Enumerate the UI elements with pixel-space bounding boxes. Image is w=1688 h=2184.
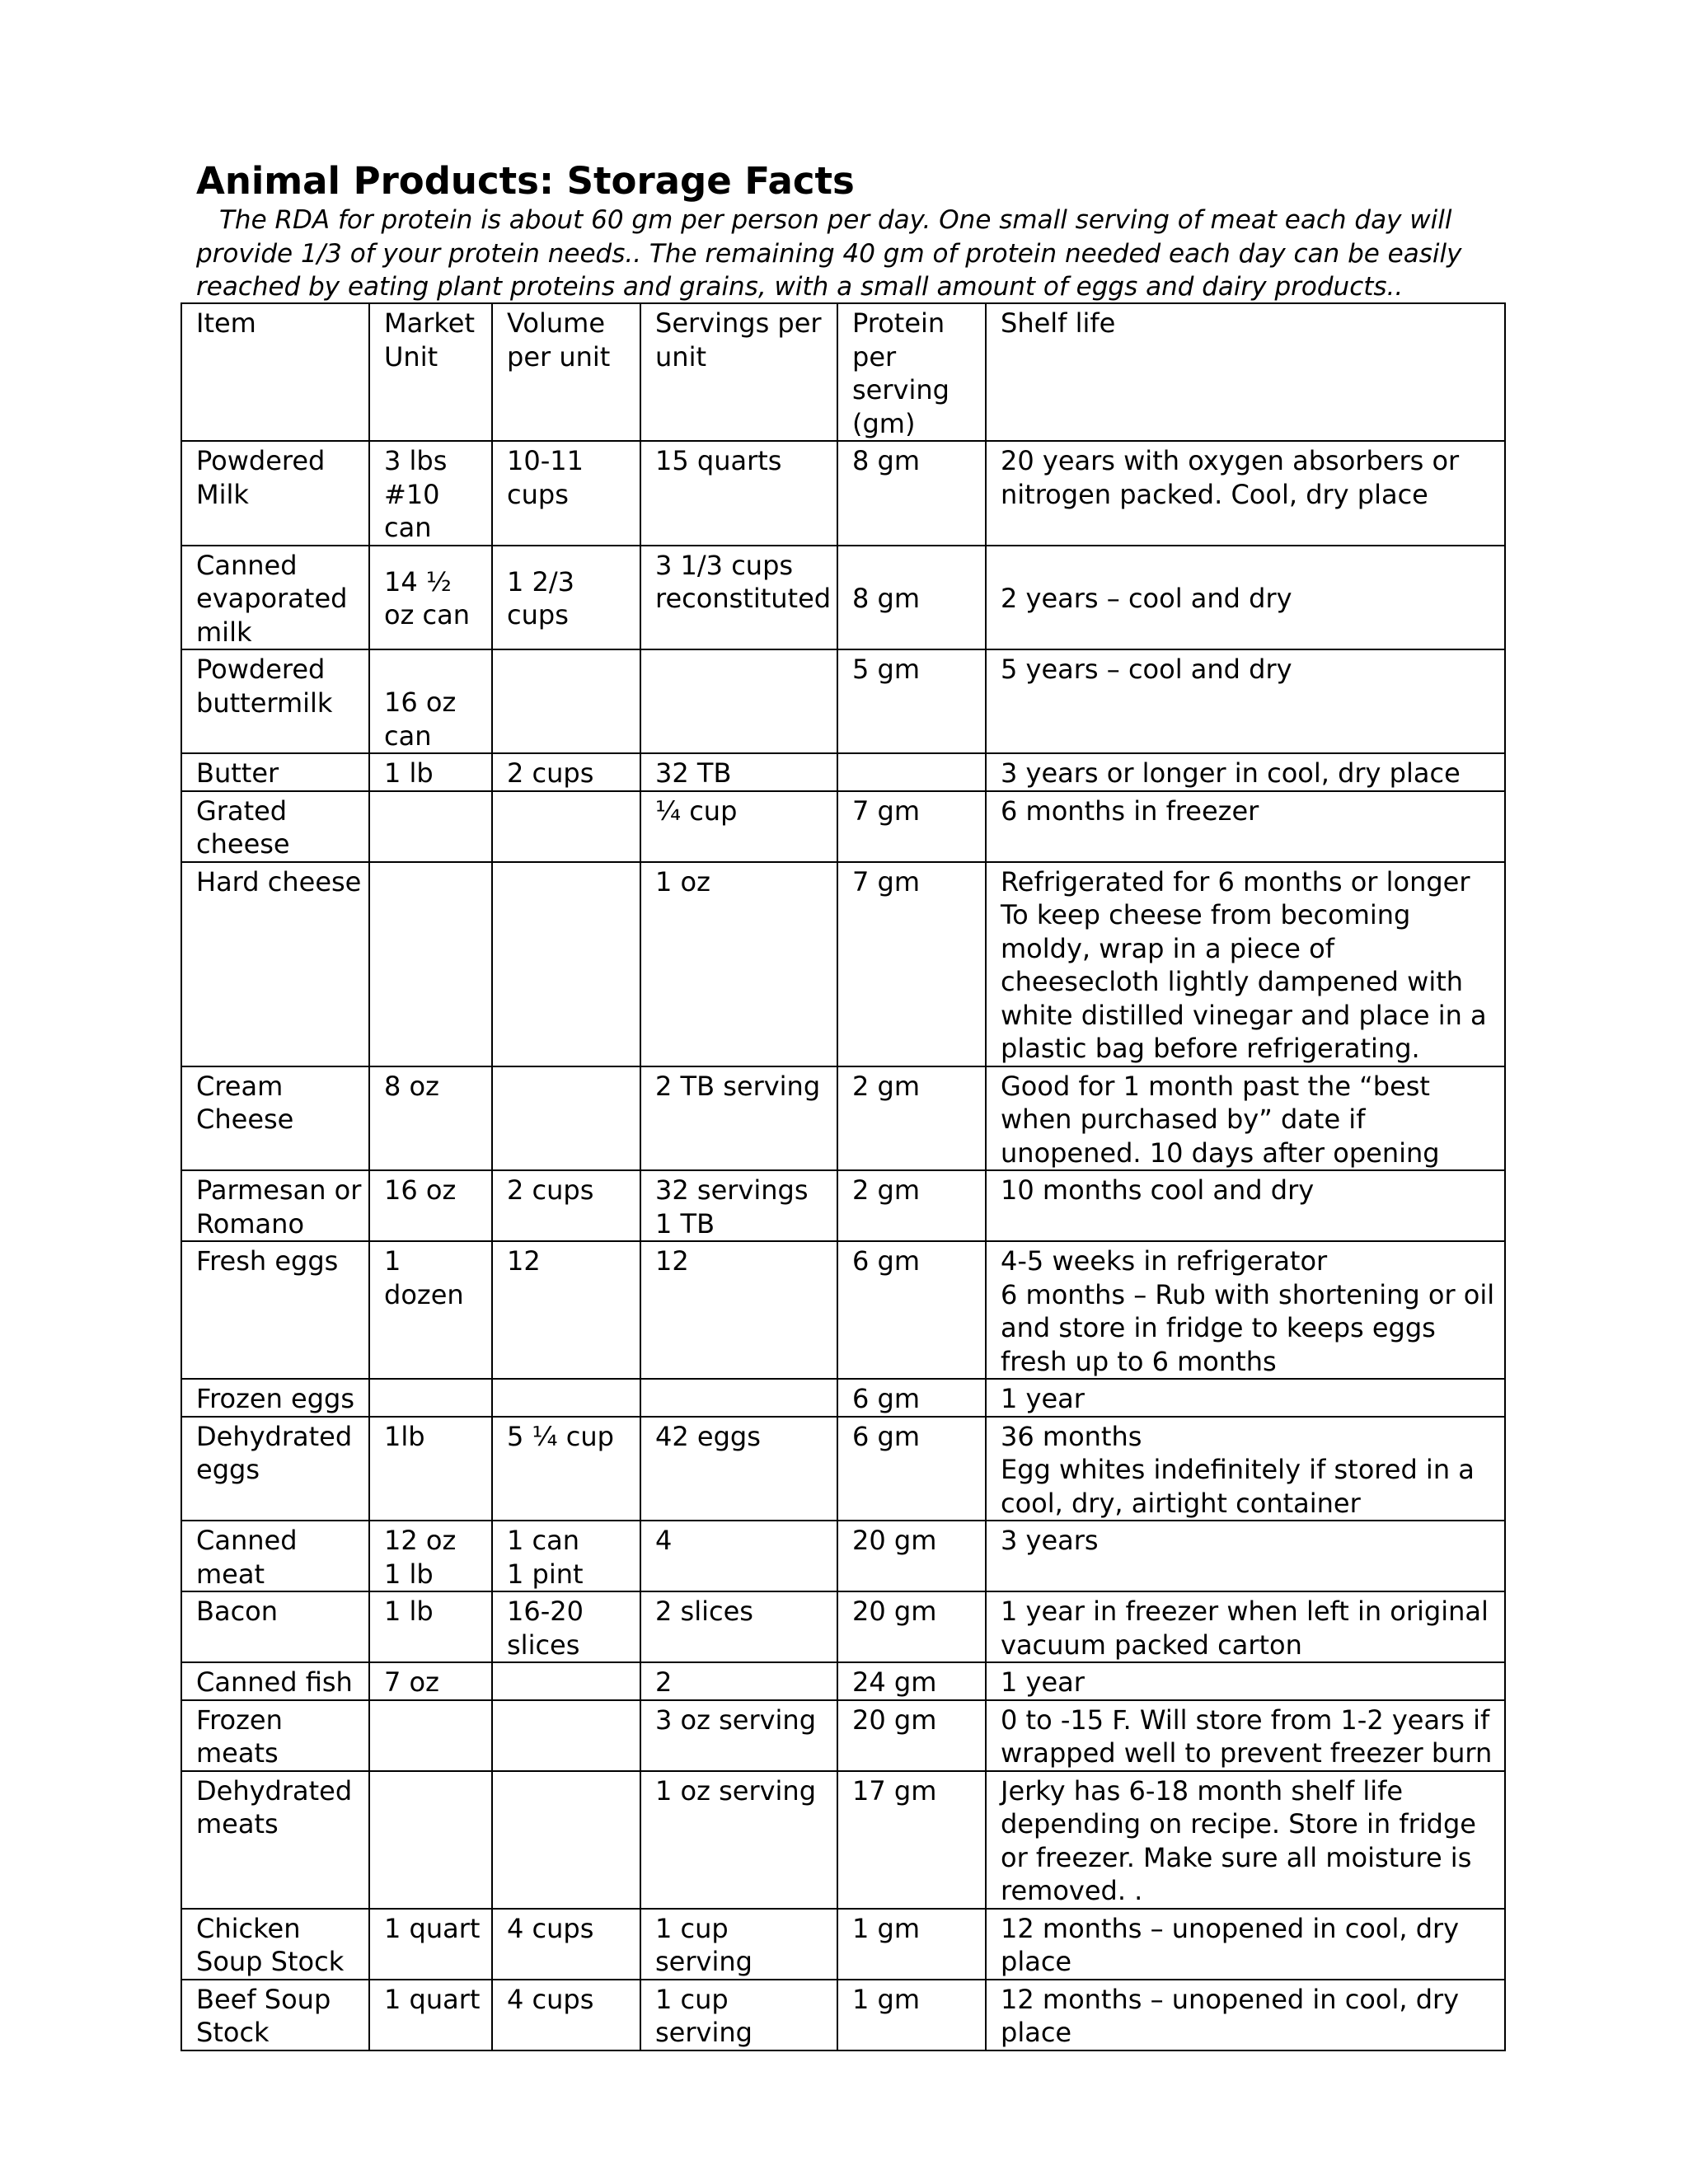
cell-market-unit [369,862,492,1066]
cell-servings: 32 servings 1 TB [640,1170,837,1241]
cell-shelf-life: 10 months cool and dry [986,1170,1505,1241]
cell-item: Powdered buttermilk [181,649,369,753]
cell-shelf-life: 1 year [986,1379,1505,1417]
market-unit-line: 12 oz [384,1525,457,1556]
cell-volume [492,1521,640,1591]
cell-servings: 1 cup serving [640,1980,837,2050]
cell-servings: 2 TB serving [640,1066,837,1171]
cell-market-unit [369,1379,492,1417]
cell-volume [492,862,640,1066]
cell-item: Dehydrated eggs [181,1417,369,1521]
cell-shelf-life: 12 months – unopened in cool, dry place [986,1980,1505,2050]
table-row [181,1241,1505,1379]
cell-volume: 4 cups [492,1980,640,2050]
cell-item: Fresh eggs [181,1241,369,1379]
cell-market-unit [369,649,492,753]
shelf-life-note: Egg whites indefinitely if stored in a cool, dry, airtight container [1001,1454,1475,1519]
cell-item: Cream Cheese [181,1066,369,1171]
table-row [181,753,1505,791]
cell-volume: 10-11 cups [492,441,640,546]
cell-servings: 4 [640,1521,837,1591]
header-item: Item [181,303,369,441]
cell-volume: 1 2/3 cups [492,546,640,650]
table-row [181,1771,1505,1909]
cell-market-unit [369,1771,492,1909]
cell-servings: 2 [640,1662,837,1700]
cell-market-unit: 1lb [369,1417,492,1521]
cell-volume: 5 ¼ cup [492,1417,640,1521]
cell-item: Beef Soup Stock [181,1980,369,2050]
cell-market-unit [369,1700,492,1771]
storage-table-container [181,302,1506,2051]
table-row [181,791,1505,862]
cell-item: Chicken Soup Stock [181,1909,369,1980]
table-row [181,1066,1505,1171]
cell-shelf-life: 0 to -15 F. Will store from 1-2 years if wrapped well to prevent freezer burn [986,1700,1505,1771]
shelf-life-line: Refrigerated for 6 months or longer [1001,865,1470,898]
cell-shelf-life: 12 months – unopened in cool, dry place [986,1909,1505,1980]
table-header-row [181,303,1505,441]
cell-item: Canned fish [181,1662,369,1700]
cell-protein: 6 gm [837,1379,986,1417]
volume-line-2: 1 pint [507,1558,584,1590]
cell-protein: 5 gm [837,649,986,753]
cell-item: Canned evaporated milk [181,546,369,650]
cell-protein: 2 gm [837,1066,986,1171]
cell-market-unit: 1 quart [369,1980,492,2050]
cell-protein [837,753,986,791]
cell-volume [492,1700,640,1771]
cell-servings: 42 eggs [640,1417,837,1521]
table-row [181,649,1505,753]
cell-volume: 16-20 slices [492,1591,640,1662]
cell-volume [492,1066,640,1171]
cell-protein: 6 gm [837,1417,986,1521]
table-row [181,1980,1505,2050]
cell-servings: 1 cup serving [640,1909,837,1980]
cell-market-unit: 3 lbs #10 can [369,441,492,546]
cell-servings [640,649,837,753]
cell-servings [640,1379,837,1417]
cell-protein: 2 gm [837,1170,986,1241]
cell-item: Frozen eggs [181,1379,369,1417]
header-protein-per-serving: Protein per serving (gm) [837,303,986,441]
cell-shelf-life: 2 years – cool and dry [986,546,1505,650]
cell-item: Powdered Milk [181,441,369,546]
cell-protein: 8 gm [837,441,986,546]
table-row [181,1417,1505,1521]
header-shelf-life: Shelf life [986,303,1505,441]
header-servings-per-unit: Servings per unit [640,303,837,441]
table-row [181,441,1505,546]
cell-shelf-life: 1 year in freezer when left in original vacuum packed carton [986,1591,1505,1662]
cell-protein: 20 gm [837,1700,986,1771]
cell-protein: 17 gm [837,1771,986,1909]
cell-protein: 20 gm [837,1521,986,1591]
cell-item: Frozen meats [181,1700,369,1771]
cell-servings: 32 TB [640,753,837,791]
table-row [181,1700,1505,1771]
cell-market-unit: 16 oz [369,1170,492,1241]
cell-servings: 2 slices [640,1591,837,1662]
cell-market-unit [369,1521,492,1591]
cell-servings: 15 quarts [640,441,837,546]
cell-market-unit: 14 ½ oz can [369,546,492,650]
cell-volume [492,649,640,753]
page-title: Animal Products: Storage Facts [196,159,855,203]
table-row [181,1591,1505,1662]
cell-shelf-life: Good for 1 month past the “best when purchased by” date if unopened. 10 days after opening [986,1066,1505,1171]
cell-market-unit: 8 oz [369,1066,492,1171]
cell-volume: 4 cups [492,1909,640,1980]
cell-shelf-life: Jerky has 6-18 month shelf life depending on recipe. Store in fridge or freezer. Make sure all moisture is removed. . [986,1771,1505,1909]
cell-volume [492,1662,640,1700]
table-row [181,1662,1505,1700]
cell-item: Hard cheese [181,862,369,1066]
cell-servings: 1 oz serving [640,1771,837,1909]
cell-market-unit: 7 oz [369,1662,492,1700]
cell-protein: 7 gm [837,862,986,1066]
shelf-life-note: To keep cheese from becoming moldy, wrap in a piece of cheesecloth lightly dampened with white distilled vinegar and place in a plastic bag before refrigerating. [1001,899,1487,1064]
cell-market-unit [369,791,492,862]
cell-shelf-life: 1 year [986,1662,1505,1700]
cell-shelf-life [986,1417,1505,1521]
cell-shelf-life [986,1241,1505,1379]
cell-market-unit: 1 dozen [369,1241,492,1379]
header-market-unit: Market Unit [369,303,492,441]
header-volume-per-unit: Volume per unit [492,303,640,441]
cell-market-unit: 1 lb [369,1591,492,1662]
market-unit-line-2: 1 lb [384,1558,434,1590]
cell-item: Grated cheese [181,791,369,862]
table-row [181,1170,1505,1241]
cell-volume [492,1771,640,1909]
cell-protein: 6 gm [837,1241,986,1379]
cell-market-unit: 1 quart [369,1909,492,1980]
cell-shelf-life: 5 years – cool and dry [986,649,1505,753]
table-row [181,546,1505,650]
cell-item: Canned meat [181,1521,369,1591]
shelf-life-line: 4-5 weeks in refrigerator [1001,1245,1328,1277]
shelf-life-line: 36 months [1001,1420,1142,1452]
cell-servings: 12 [640,1241,837,1379]
storage-facts-table [181,302,1506,2051]
cell-volume: 2 cups [492,753,640,791]
cell-item: Bacon [181,1591,369,1662]
cell-protein: 24 gm [837,1662,986,1700]
cell-item: Parmesan or Romano [181,1170,369,1241]
cell-item: Dehydrated meats [181,1771,369,1909]
cell-servings: 3 oz serving [640,1700,837,1771]
cell-shelf-life [986,862,1505,1066]
cell-item: Butter [181,753,369,791]
cell-volume [492,791,640,862]
market-unit-text: 16 oz can [384,687,457,752]
cell-protein: 1 gm [837,1980,986,2050]
cell-volume: 2 cups [492,1170,640,1241]
cell-volume: 12 [492,1241,640,1379]
cell-shelf-life: 3 years or longer in cool, dry place [986,753,1505,791]
cell-servings: ¼ cup [640,791,837,862]
cell-protein: 20 gm [837,1591,986,1662]
cell-servings: 3 1/3 cups reconstituted [640,546,837,650]
cell-protein: 1 gm [837,1909,986,1980]
volume-line: 1 can [507,1525,580,1556]
cell-volume [492,1379,640,1417]
cell-shelf-life: 6 months in freezer [986,791,1505,862]
table-row [181,862,1505,1066]
cell-shelf-life: 20 years with oxygen absorbers or nitrogen packed. Cool, dry place [986,441,1505,546]
cell-protein: 7 gm [837,791,986,862]
intro-paragraph: The RDA for protein is about 60 gm per person per day. One small serving of meat each day will provide 1/3 of your protein needs.. The remaining 40 gm of protein needed each day can be easily reached by eating plant proteins and grains, with a small amount of eggs and dairy products.. [196,205,1462,302]
cell-protein: 8 gm [837,546,986,650]
shelf-life-note: 6 months – Rub with shortening or oil and store in fridge to keeps eggs fresh up to 6 months [1001,1278,1495,1377]
cell-market-unit: 1 lb [369,753,492,791]
cell-shelf-life: 3 years [986,1521,1505,1591]
table-row [181,1521,1505,1591]
cell-servings: 1 oz [640,862,837,1066]
table-row [181,1909,1505,1980]
table-row [181,1379,1505,1417]
